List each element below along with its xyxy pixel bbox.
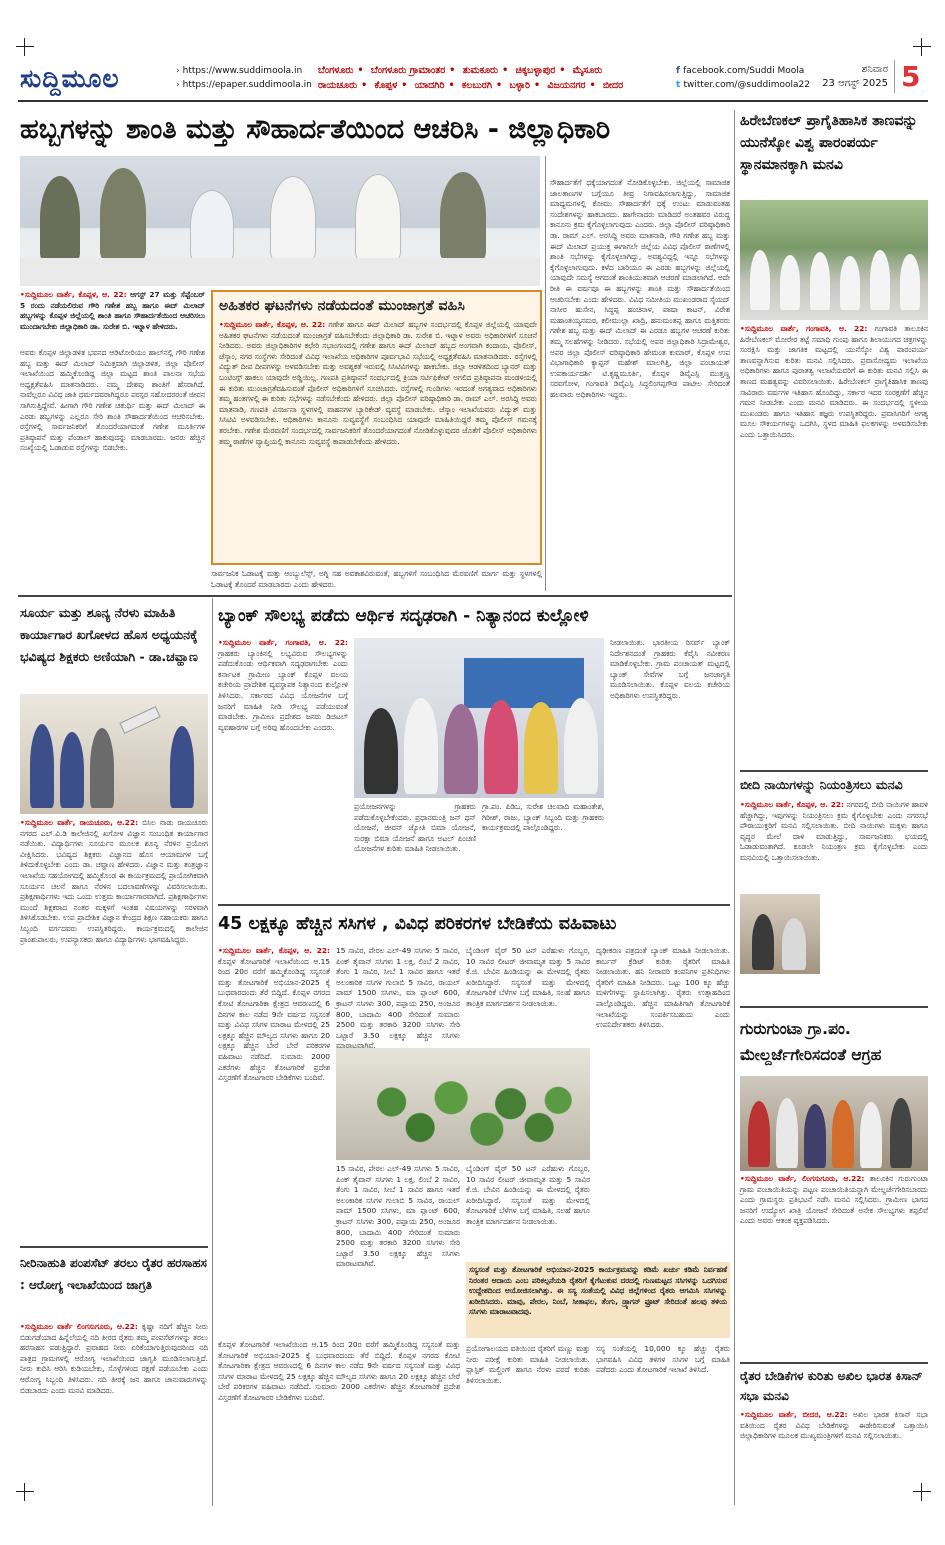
website-link[interactable]: › https://www.suddimoola.in [176,64,312,78]
side-top-byline: •ಸುದ್ದಿಮೂಲ ವಾರ್ತೆ, ಗಂಗಾವತಿ, ಆ. 22: [740,324,868,333]
side-top-headline: ಹಿರೇಬೆಣಕಲ್ ಪ್ರಾಗೈತಿಹಾಸಿಕ ತಾಣವನ್ನು ಯುನೆಸ್ಕೋ ವಿಶ್ವ ಪಾರಂಪರ್ಯ ಸ್ಥಾನಮಾನಕ್ಕಾಗಿ ಮನವಿ [740,113,918,173]
crop-mark [16,38,34,56]
side-bottom-headline: ಗುರುಗುಂಟಾ ಗ್ರಾ.ಪಂ. ಮೇಲ್ದರ್ಜೆಗೇರಿಸದಂತೆ ಆಗ್ರಹ [740,1020,882,1064]
newspaper-page [18,58,928,1506]
issue-day: ಶನಿವಾರ [861,64,888,75]
left-story-body [20,818,208,1243]
column-divider [212,598,213,1506]
city-list: ಬೆಂಗಳೂರು • ಬೆಂಗಳೂರು ಗ್ರಾಮಾಂತರ • ತುಮಕೂರು • ಚಿಕ್ಕಬಳ್ಳಾಪುರ • ಮೈಸೂರು ರಾಯಚೂರು • ಕೊಪ್ಪಳ • ಯಾದಗಿರಿ • ಕಲಬುರಗಿ • ಬಳ್ಳಾರಿ • ವಿಜಯನಗರ • ಬೀದರ [318,65,624,91]
bank-story-headline: ಬ್ಯಾಂಕ್ ಸೌಲಭ್ಯ ಪಡೆದು ಆರ್ಥಿಕ ಸದೃಢರಾಗಿ - ನಿತ್ಯಾನಂದ ಕುಲ್ಲೋಳಿ [218,606,589,626]
city-item: ಬೀದರ [602,80,624,91]
section-divider [740,770,928,772]
city-item: ಕೊಪ್ಪಳ [374,80,398,91]
side-top-body [740,324,928,766]
left-story-headline: ಸೂರ್ಯ ಮತ್ತು ಶೂನ್ಯ ನೆರಳು ಮಾಹಿತಿ ಕಾರ್ಯಾಗಾರ ಖಗೋಳದ ಹೊಸ ಅಧ್ಯಯನಕ್ಕೆ ಭವಿಷ್ಯದ ಶಿಕ್ಷಕರು ಅಣಿಯಾಗಿ - ಡಾ.ಚವ್ಹಾಣ [20,605,198,664]
city-item: ಯಾದಗಿರಿ [414,80,445,91]
lead-article-body: ಅವರು ಕೊಪ್ಪಳ ಜಿಲ್ಲಾಡಳಿತ ಭವನದ ಆಡಿಟೋರಿಯಂ ಹಾಲ್‌ನಲ್ಲಿ ಗೌರಿ ಗಣೇಶ ಹಬ್ಬ ಮತ್ತು ಈದ್ ಮಿಲಾದ್ ನಿಮಿತ್ತವಾಗಿ ಜಿಲ್ಲಾಡಳಿತ, ಜಿಲ್ಲಾ ಪೊಲೀಸ್ ಇಲಾಖೆಯಿಂದ ಹಮ್ಮಿಕೊಂಡಿದ್ದ ಜಿಲ್ಲಾ ಮಟ್ಟದ ಶಾಂತಿ ಪಾಲನಾ ಸಭೆಯ ಅಧ್ಯಕ್ಷತೆವಹಿಸಿ ಮಾತನಾಡಿದರು. ನಮ್ಮ ದೇಶವು ಶಾಂತಿಗೆ ಹೆಸರಾಗಿದೆ. ನಾವೆಲ್ಲರೂ ವಿವಿಧ ಜಾತಿ ಧರ್ಮದವರಾಗಿದ್ದರೂ ಪರಸ್ಪರ ಸಹೋದರರಂತೆ ಜೀವನ ಸಾಗಿಸುತ್ತಿದ್ದೇವೆ. ಹೀಗಾಗಿ ಗೌರಿ ಗಣೇಶ ಚತುರ್ಥಿ ಮತ್ತು ಈದ್ ಮಿಲಾದ್ ಈ ಎರಡು ಹಬ್ಬಗಳನ್ನು ಎಲ್ಲರೂ ಸೇರಿ ಶಾಂತಿ ಸೌಹಾರ್ದತೆಯಿಂದ ಆಚರಿಸಬೇಕು. ರಸ್ತೆಗಳಲ್ಲಿ ಸಾರ್ವಜನಿಕರಿಗೆ ತೊಂದರೆಯಾಗದಂತೆ ಗಣೇಶ ಮೂರ್ತಿಗಳ ಪ್ರತಿಷ್ಠಾಪನೆ ಮತ್ತು ಪೆಂಡಾಲ್ ಹಾಕುವುದನ್ನು ಮಾಡಬಾರದು. ಜನರು ಹೆಚ್ಚಿನ ಸಂಖ್ಯೆಯಲ್ಲಿ ಓಡಾಡುವ ರಸ್ತೆಗಳನ್ನು ಬಿಡಬೇಕು. [20,348,205,453]
epaper-link[interactable]: › https://epaper.suddimoola.in [176,78,312,92]
plant-story-col2b-text: 15 ಸಾವಿರ, ಪೇರಲ ಎಲ್-49 ಸಸಿಗಳು 5 ಸಾವಿರ, ಪಿಂಕ್ ತೈವಾನ್ ಸಸಿಗಳು 1 ಲಕ್ಷ, ಲಿಂಬೆ 2 ಸಾವಿರ, ತೆಂಗು 1 ಸಾವಿರ, ಸೀಬೆ 1 ಸಾವಿರ ಹಾಗೂ ಇತರೆ ಅಲಂಕಾರಿಕ ಸಸಿಗಳ ಗುಲಾಬಿ 5 ಸಾವಿರ, ರಾಯಲ್ ಪಾಮ್ 1500 ಸಸಿಗಳು, ಮಾ ಪ್ಲಾಂಟ್ 600, ಕ್ರಾಟನ್ ಸಸಿಗಳು 300, ಪಪ್ಪಾಯ 250, ಅಂಜೂರ 800, ಬಾದಾಮಿ 400 ಸೇರಿದಂತೆ ಸುಮಾರು 2500 ಮತ್ತು ತರಕಾರಿ 3200 ಸಸಿಗಳು ಸೇರಿ ಒಟ್ಟಾರೆ 3.50 ಲಕ್ಷಕ್ಕೂ ಹೆಚ್ಚಿನ ಸಸಿಗಳು ಮಾರಾಟವಾಗಿವೆ. [336,1164,460,1269]
bank-story-byline: •ಸುದ್ದಿಮೂಲ ವಾರ್ತೆ, ಗಂಗಾವತಿ, ಆ. 22: [218,638,348,647]
section-divider [740,1006,928,1008]
side-bottom-text: ತಾಲೂಕಿನ ಗುರುಗುಂಟಾ ಗ್ರಾಮ ಪಂಚಾಯಿತಿಯನ್ನು ಪಟ್ಟಣ ಪಂಚಾಯಿತಿಯನ್ನಾಗಿ ಮೇಲ್ದರ್ಜೆಗೇರಿಸಬಾರದು ಎಂದು ಗ್ರಾಮಸ್ಥರು ಪ್ರತಿಭಟನೆ ನಡೆಸಿ ಮನವಿ ಸಲ್ಲಿಸಿದರು. ಗ್ರಾಮೀಣ ಭಾಗದ ಜನರಿಗೆ ಉದ್ಯೋಗ ಖಾತ್ರಿ ಯೋಜನೆ ಸೇರಿದಂತೆ ಅನೇಕ ಸೌಲಭ್ಯಗಳು ತಪ್ಪಲಿವೆ ಎಂದು ಅವರು ಆತಂಕ ವ್ಯಕ್ತಪಡಿಸಿದರು. [740,1174,928,1226]
issue-date-text: 23 ಆಗಸ್ಟ್ 2025 [822,78,888,89]
lead-sidebar-tail: ಸಾರ್ವಜನಿಕ ಓಡಾಟಕ್ಕೆ ಮತ್ತು ಆಂಬ್ಯುಲೆನ್ಸ್, ಅಗ್ನಿ ಸಹ ಅವಕಾಶವಿರುವಂತೆ, ಹಬ್ಬಗಳಿಗೆ ಸಂಬಂಧಿಸಿದ ಮೆರವಣಿಗೆ ಮಾರ್ಗ ಮತ್ತು ಸ್ಥಳಗಳಲ್ಲಿ ಓಡಾಟಕ್ಕೆ ತೊಂದರೆ ಮಾಡಬಾರದು ಎಂದು ಹೇಳಿದರು. [211,569,542,589]
twitter-link[interactable]: twitter.com/@suddimoola22 [683,80,810,90]
bank-story-col3: ಗ್ರಾ.ಪಂ. ಪಿಡಿಒ, ಸುರೇಶ ಚಲವಾದಿ ಮಹಾಂತೇಶ, ಗಿರೀಶ್, ರಾಜು, ಬ್ಯಾಂಕ್ ಸಿಬ್ಬಂದಿ ಮತ್ತು ಗ್ರಾಹಕರು ಕಾರ್ಯಕ್ರಮದಲ್ಲಿ ಪಾಲ್ಗೊಂಡಿದ್ದರು. [482,802,604,833]
city-item: ತುಮಕೂರು [462,65,499,76]
lead-byline: •ಸುದ್ದಿಮೂಲ ವಾರ್ತೆ, ಕೊಪ್ಪಳ, ಆ. 22: [20,290,127,299]
left-bottom-byline: •ಸುದ್ದಿಮೂಲ ವಾರ್ತೆ ಲಿಂಗಸುಗೂರು, ಆ.22: [20,1322,138,1331]
side-top-text: ಗಂಗಾವತಿ ತಾಲೂಕಿನ ಹಿರೇಬೆಣಕಲ್ ಮೋರೇರ ತಟ್ಟೆ ಸಮಾಧಿ ಗುಂಪು ಹಾಗೂ ಶಿಲಾಯುಗದ ಚಿತ್ರಗಳನ್ನು ಸಂರಕ್ಷಿಸಿ ಮತ್ತು ಜಾಗತಿಕ ಮಟ್ಟದಲ್ಲಿ ಯುನೆಸ್ಕೋ ವಿಶ್ವ ಪಾರಂಪರ್ಯ ತಾಣವನ್ನಾಗಿಸುವ ಕುರಿತು ಮನವಿ ಸಲ್ಲಿಸಿದರು. ಪ್ರವಾಸೋದ್ಯಮ ಇಲಾಖೆಯ ಅಧಿಕಾರಿಗಳು ಹಾಗೂ ಪುರಾತತ್ವ ಇಲಾಖೆಯವರಿಗೆ ಈ ಕುರಿತು ಮನವಿ ಸಲ್ಲಿಸಿ ಈ ತಾಣದ ಮಹತ್ವವನ್ನು ವಿವರಿಸಲಾಯಿತು. ಹಿರೇಬೆಣಕಲ್ ಪ್ರಾಗೈತಿಹಾಸಿಕ ತಾಣವು ಸಾವಿರಾರು ವರ್ಷಗಳ ಇತಿಹಾಸ ಹೊಂದಿದ್ದು, ಸರ್ಕಾರ ಇದರ ಸಂರಕ್ಷಣೆಗೆ ಹೆಚ್ಚಿನ ಗಮನ ನೀಡಬೇಕು ಎಂದು ಮನವಿ ಮಾಡಿದರು. ಈ ಸಂದರ್ಭದಲ್ಲಿ ಸ್ಥಳೀಯ ಮುಖಂಡರು ಹಾಗೂ ಇತಿಹಾಸ ತಜ್ಞರು ಉಪಸ್ಥಿತರಿದ್ದರು. ಪ್ರವಾಸಿಗರಿಗೆ ಅಗತ್ಯ ಮೂಲ ಸೌಕರ್ಯಗಳನ್ನು ಒದಗಿಸಿ, ಸ್ಥಳದ ಮಾಹಿತಿ ಫಲಕಗಳನ್ನು ಅಳವಡಿಸಬೇಕು ಎಂದು ಒತ್ತಾಯಿಸಿದರು. [740,324,928,439]
city-item: ರಾಯಚೂರು [318,80,358,91]
facebook-icon: f [676,66,684,76]
crop-mark [913,38,931,56]
plant-story-highlight: ಸಸ್ಯಸಂತೆ ಮತ್ತು ತೋಟಗಾರಿಕೆ ಅಭಿಯಾನ-2025 ಕಾರ್ಯಕ್ರಮವನ್ನು ಕಡಿಮೆ ಖರ್ಚು ಕಡಿಮೆ ನಿರ್ವಹಣೆ ನಿರಂತರ ಆದಾಯ ಎಂಬ ಪರಿಕಲ್ಪನೆಯಡಿ ರೈತರಿಗೆ ಕೈಗೆಟುಕುವ ದರದಲ್ಲಿ ಗುಣಮಟ್ಟದ ಸಸಿಗಳನ್ನು ಒದಗಿಸುವ ಉದ್ದೇಶದಿಂದ ಆಯೋಜಿಸಲಾಗಿತ್ತು. ಈ ಸಸ್ಯ ಸಂತೆಯಲ್ಲಿ ವಿವಿಧ ಜಿಲ್ಲೆಗಳಿಂದ ರೈತರು ಆಗಮಿಸಿ ಸಸಿಗಳನ್ನು ಖರೀದಿಸಿದರು. ಮಾವು, ಪೇರಲ, ನಿಂಬೆ, ಸೀತಾಫಲ, ತೆಂಗು, ಡ್ರ್ಯಾಗನ್ ಫ್ರೂಟ್ ಸೇರಿದಂತೆ ಹಲವು ತಳಿಯ ಸಸಿಗಳು ಮಾರಾಟವಾದವು. [466,1262,730,1338]
lead-sidebar-headline: ಅಹಿತಕರ ಘಟನೆಗಳು ನಡೆಯದಂತೆ ಮುಂಜಾಗ್ರತೆ ವಹಿಸಿ [219,298,465,314]
column-divider [545,156,546,591]
side-last-body [740,1410,928,1506]
section-divider [20,1246,208,1248]
bank-story-photo [354,638,604,798]
lead-intro-text: ಆಗಸ್ಟ್ 27 ಮತ್ತು ಸೆಪ್ಟೆಂಬರ್ 5 ರಂದು ನಡೆಯಲಿರುವ ಗೌರಿ ಗಣೇಶ ಹಬ್ಬ ಹಾಗೂ ಈದ್ ಮಿಲಾದ್ ಹಬ್ಬಗಳನ್ನು ಕೊಪ್ಪಳ ಜಿಲ್ಲೆಯಲ್ಲಿ ಶಾಂತಿ ಹಾಗೂ ಸೌಹಾರ್ದತೆಯಿಂದ ಆಚರಿಸಲು ಮುಂದಾಗಬೇಕು ಜಿಲ್ಲಾಧಿಕಾರಿ ಡಾ. ಸುರೇಶ ಬಿ. ಇಟ್ನಾಳ ಹೇಳಿದರು. [20,290,205,331]
rail-divider [734,110,735,1505]
lead-sidebar-box [211,290,542,565]
city-item: ಬೆಂಗಳೂರು [318,65,354,76]
section-divider [218,904,730,906]
side-mid-photo [740,894,820,974]
left-story-photo [20,694,208,814]
bank-story-col4: ನೀಡಲಾಯಿತು. ಭಾರತೀಯ ರಿಸರ್ವ್ ಬ್ಯಾಂಕ್ ನಿರ್ದೇಶನದಂತೆ ಗ್ರಾಹಕರು ಕೆವೈಸಿ ನವೀಕರಣ ಮಾಡಿಕೊಳ್ಳಬೇಕು. ಗ್ರಾಮ ಪಂಚಾಯತ್ ಮಟ್ಟದಲ್ಲಿ ಬ್ಯಾಂಕ್ ಸೇವೆಗಳ ಬಗ್ಗೆ ಜನಜಾಗೃತಿ ಮೂಡಿಸಲಾಯಿತು. ಕೊಪ್ಪಳ ವಲಯ ಕಚೇರಿಯ ಅಧಿಕಾರಿಗಳು ಉಪಸ್ಥಿತರಿದ್ದರು. [610,638,730,700]
lead-article-continued: ಸೌಹಾರ್ದತೆಗೆ ಧಕ್ಕೆಯಾಗದಂತೆ ನೋಡಿಕೊಳ್ಳಬೇಕು. ಜಿಲ್ಲೆಯಲ್ಲಿ ಸಾಮಾಜಿಕ ಜಾಲತಾಣಗಳ ಬಗ್ಗೆಯೂ ತೀವ್ರ ನಿಗಾವಹಿಸಲಾಗುತ್ತಿದ್ದು, ಸಾಮಾಜಿಕ ಮಾಧ್ಯಮಗಳಲ್ಲಿ ಕೋಮು ಸೌಹಾರ್ದತೆಗೆ ಧಕ್ಕೆ ಉಂಟು ಮಾಡುವಂತಹ ಸಂದೇಶಗಳನ್ನು ಹಾಕಬಾರದು. ಹಾಗೇನಾದರು ಮಾಡಿದರೆ ಅಂತಹವರ ವಿರುದ್ಧ ಕಾನೂನು ಕ್ರಮ ಕೈಗೊಳ್ಳಲಾಗುವುದು ಎಂದರು. ಜಿಲ್ಲಾ ಪೊಲೀಸ್ ವರಿಷ್ಠಾಧಿಕಾರಿ ಡಾ. ರಾಮ್ ಎಲ್. ಅರಸಿದ್ದಿ ಅವರು ಮಾತನಾಡಿ, ಗೌರಿ ಗಣೇಶ ಹಬ್ಬ ಮತ್ತು ಈದ್ ಮಿಲಾದ್ ಪ್ರಯುಕ್ತ ಈಗಾಗಲೇ ಜಿಲ್ಲೆಯ ವಿವಿಧ ಪೊಲೀಸ್ ಠಾಣೆಗಳಲ್ಲಿ ಶಾಂತಿ ಸಭೆಗಳನ್ನು ಕೈಗೊಳ್ಳಲಾಗಿದ್ದು, ಅವಶ್ಯವಿದ್ದಲ್ಲಿ ಇನ್ನೂ ಸಭೆಗಳನ್ನು ಕೈಗೊಳ್ಳಲಾಗುವುದು. ಕಳೆದ ಬಾರಿಯೂ ಈ ಎರಡು ಹಬ್ಬಗಳನ್ನು ಜಿಲ್ಲೆಯಲ್ಲಿ ಯಾವುದೇ ಸಮಸ್ಯೆ ಆಗದಂತೆ ಶಾಂತಿಯುತವಾಗಿ ಆಚರಣೆ ಮಾಡಲಾಗಿದೆ. ಅದೇ ರೀತಿ ಈ ವರ್ಷವೂ ಈ ಹಬ್ಬಗಳನ್ನು ಶಾಂತಿ ಮತ್ತು ಸೌಹಾರ್ದತೆಯಿಂದ ಆಚರಿಸಬೇಕು ಎಂದು ಹೇಳಿದರು. ವಿವಿಧ ಸಮೀತಿಯ ಮುಖಂಡರಾದ ಸೈಯದ್ ನಾಸೀರ ಹುಸೇನ, ಸಿದ್ಧಪ್ಪ ಹಂಚಿನಾಳ, ಪಾಷಾ ಕಾಟನ್, ವಿರೇಶ ಮಹಾಂತಯ್ಯನಮಠ, ಕಲೀಮುಲ್ಲಾ ಖಾದ್ರಿ, ಹನುಮಂತಪ್ಪ ಹಾಗೂ ಮತ್ತಿತರರು ಗಣೇಶ ಹಬ್ಬ ಮತ್ತು ಈದ್ ಮಿಲಾದ್ ಈ ಎರಡೂ ಹಬ್ಬಗಳ ಆಚರಣೆ ಕುರಿತು ತಮ್ಮ ಸಲಹೆಗಳನ್ನು ನೀಡಿದರು. ಸಭೆಯಲ್ಲಿ ಅಪರ ಜಿಲ್ಲಾಧಿಕಾರಿ ಸಿದ್ರಾಮೇಶ್ವರ, ಅಪರ ಜಿಲ್ಲಾ ಪೊಲೀಸ್ ವರಿಷ್ಠಾಧಿಕಾರಿ ಹೇಮಂತ ಕುಮಾರ್, ಕೊಪ್ಪಳ ಉಪ ವಿಭಾಗಾಧಿಕಾರಿ ಕ್ಯಾಪ್ಟನ್ ಮಹೇಶ್ ಮಾಲಗಿತ್ತಿ, ಜಿಲ್ಲಾ ಪಂಚಾಯತ್ ಉಪಕಾರ್ಯದರ್ಶಿ ಟಿ.ಕೃಷ್ಣಮೂರ್ತಿ, ಕೊಪ್ಪಳ ಡಿವೈಎಸ್ಪಿ ಮುತ್ತಣ್ಣ ಸರವಗೋಳ, ಗಂಗಾವತಿ ಡಿವೈಎಸ್ಪಿ ಸಿದ್ಧಲಿಂಗಪ್ಪಗೌಡ ಪಾಟೀಲ ಸೇರಿದಂತೆ ಹಲವಾರು ಅಧಿಕಾರಿಗಳು ಇದ್ದರು. [550,178,730,399]
left-bottom-text: ಕೃಷ್ಣಾ ನದಿಗೆ ಹೆಚ್ಚಿನ ನೀರು ಬಿಡುಗಡೆಯಾದ ಹಿನ್ನೆಲೆಯಲ್ಲಿ ನದಿ ತೀರದ ರೈತರು ತಮ್ಮ ಪಂಪಸೆಟ್‌ಗಳನ್ನು ತರಲು ಹರಸಾಹಸ ಪಡುತ್ತಿದ್ದಾರೆ. ಪ್ರವಾಹದ ನೀರು ಏರಿಕೆಯಾಗುತ್ತಿರುವುದರಿಂದ ನದಿ ಪಾತ್ರದ ಗ್ರಾಮಗಳಲ್ಲಿ ಆರೋಗ್ಯ ಇಲಾಖೆಯಿಂದ ಜಾಗೃತಿ ಮೂಡಿಸಲಾಗುತ್ತಿದೆ. ನೀರು ಕುದಿಸಿ ಆರಿಸಿ ಕುಡಿಯಬೇಕು, ಸೊಳ್ಳೆಗಳಿಂದ ರಕ್ಷಣೆ ಪಡೆಯಬೇಕು ಎಂದು ಆರೋಗ್ಯ ಸಿಬ್ಬಂದಿ ತಿಳಿಸಿದರು. ನದಿ ತೀರಕ್ಕೆ ಜನ ಹಾಗೂ ಜಾನುವಾರುಗಳನ್ನು ಬಿಡಬಾರದು ಎಂದು ಮನವಿ ಮಾಡಿದರು. [20,1322,208,1395]
lead-sidebar-body [219,320,537,560]
lead-sidebar-byline: •ಸುದ್ದಿಮೂಲ ವಾರ್ತೆ, ಕೊಪ್ಪಳ, ಆ. 22: [219,320,326,329]
side-mid-byline: •ಸುದ್ದಿಮೂಲ ವಾರ್ತೆ, ಕೊಪ್ಪಳ, ಆ. 22: [740,800,845,809]
left-bottom-body [20,1322,208,1506]
side-bottom-byline: •ಸುದ್ದಿಮೂಲ ವಾರ್ತೆ, ಲಿಂಗಸುಗೂರು, ಆ.22: [740,1174,865,1183]
city-item: ಬೆಂಗಳೂರು ಗ್ರಾಮಾಂತರ [370,65,446,76]
plant-story-col5: ಪ್ರಯೋಗಾಲಯದ ವತಿಯಿಂದ ರೈತರಿಗೆ ಮಣ್ಣು ಮತ್ತು ನೀರು ಪರೀಕ್ಷೆ ಕುರಿತು ಮಾಹಿತಿ ನೀಡಲಾಯಿತು. ಪ್ಲಾಸ್ಟಿಕ್ ಮಲ್ಚಿಂಗ್ ಹಾಗೂ ನೆರಳು ಪರದೆ ಕುರಿತು ತಿಳಿಸಲಾಯಿತು. [466,1344,590,1385]
social-links [676,64,810,92]
side-mid-headline: ಬೀದಿ ನಾಯಿಗಳನ್ನು ನಿಯಂತ್ರಿಸಲು ಮನವಿ [740,777,903,792]
left-story-byline: •ಸುದ್ದಿಮೂಲ ವಾರ್ತೆ, ರಾಯಚೂರು, ಆ.22: [20,818,139,827]
issue-date [808,63,888,91]
plant-story-photo [336,1048,590,1160]
city-item: ಕಲಬುರಗಿ [461,80,493,91]
masthead-urls [176,64,312,92]
plant-story-col1-text: ಕೊಪ್ಪಳ ತೋಟಗಾರಿಕೆ ಇಲಾಖೆಯಿಂದ ಆ.15 ರಿಂದ 20ರ ವರೆಗೆ ಹಮ್ಮಿಕೊಂಡಿದ್ದ ಸಸ್ಯಸಂತೆ ಮತ್ತು ತೋಟಗಾರಿಕೆ ಅಭಿಯಾನ-2025 ಕ್ಕೆ ಬುಧವಾರದಂದು ತೆರೆ ಬಿದ್ದಿದೆ. ಕೊಪ್ಪಳ ನಗರದ ಕೋಟಿ ತೋಟಗಾರಿಕಾ ಕ್ಷೇತ್ರದ ಆವರಣದಲ್ಲಿ 6 ದಿನಗಳ ಕಾಲ ನಡೆದ 9ನೇ ವರ್ಷದ ಸಸ್ಯಸಂತೆ ಮತ್ತು ವಿವಿಧ ಸಸಿಗಳ ಮಾರಾಟ ಮೇಳದಲ್ಲಿ 25 ಲಕ್ಷಕ್ಕೂ ಹೆಚ್ಚಿನ ಮೌಲ್ಯದ ಸಸಿಗಳು ಹಾಗೂ 20 ಲಕ್ಷಕ್ಕೂ ಹೆಚ್ಚಿನ ಬೇರೆ ಬೇರೆ ಪರಿಕರಗಳ ವಹಿವಾಟು ನಡೆದಿದೆ. ಸುಮಾರು 2000 ಎಕರೆಗಳು ಹೆಚ್ಚಿನ ತೋಟಗಾರಿಕೆ ಪ್ರದೇಶ ವಿಸ್ತರಣೆಗೆ ತೋಟಗಾರರ ಬೇಡಿಕೆಗಳು ಬಂದಿವೆ. [218,956,330,1083]
left-bottom-headline: ನೀರಿನಾಹುತಿ ಪಂಪಸೆಟ್ ತರಲು ರೈತರ ಹರಸಾಹಸ : ಆರೋಗ್ಯ ಇಲಾಖೆಯಿಂದ ಜಾಗ್ರತಿ [20,1256,207,1292]
left-story-text: ಬಿಸಿಲ ನಾಡು ರಾಯಚೂರು ನಗರದ ಎಲ್.ವಿ.ಡಿ ಕಾಲೇಜಿನಲ್ಲಿ ಖಗೋಳ ವಿಜ್ಞಾನ ಸಂಬಂಧಿತ ಕಾರ್ಯಾಗಾರ ನಡೆಯಿತು. ವಿದ್ಯಾರ್ಥಿಗಳು ಸೂರ್ಯನ ಮೂಲಕ ಶೂನ್ಯ ನೆರಳಿನ ಪ್ರಯೋಗ ವೀಕ್ಷಿಸಿದರು. ಭವಿಷ್ಯದ ಶಿಕ್ಷಕರು ವಿಜ್ಞಾನದ ಹೊಸ ಆಯಾಮಗಳ ಬಗ್ಗೆ ತಿಳಿದುಕೊಳ್ಳಬೇಕು ಎಂದು ಡಾ. ಚವ್ಹಾಣ ಹೇಳಿದರು. ವಿಜ್ಞಾನ ಮತ್ತು ತಂತ್ರಜ್ಞಾನ ಇಲಾಖೆಯ ಸಹಯೋಗದಲ್ಲಿ ಹಮ್ಮಿಕೊಂಡ ಈ ಕಾರ್ಯಕ್ರಮದಲ್ಲಿ ಪ್ರಾಯೋಗಿಕವಾಗಿ ಸೂರ್ಯನ ಚಲನೆ ಹಾಗೂ ನೆರಳಿನ ಬದಲಾವಣೆಗಳನ್ನು ವಿವರಿಸಲಾಯಿತು. ಪ್ರಶಿಕ್ಷಣಾರ್ಥಿಗಳು ಇದು ಒಂದು ಉತ್ತಮ ಕಾರ್ಯಾಗಾರವಾಗಿದೆ. ಪ್ರಶಿಕ್ಷಣಾರ್ಥಿಗಳು ಮುಂದೆ ಶಿಕ್ಷಕರಾದ ನಂತರ ಮಕ್ಕಳಿಗೆ ಇಂತಹ ವಿಷಯಗಳನ್ನು ಸರಳವಾಗಿ ತಿಳಿಸಿಕೊಡಬೇಕು. ಉಪ ಪ್ರಾದೇಶಿಕ ವಿಜ್ಞಾನ ಕೇಂದ್ರದ ಶಿಕ್ಷಣ ಸಹಾಯಕರು ಹಾಗೂ ಸಿಬ್ಬಂದಿ ವರ್ಗದವರು ಉಪಸ್ಥಿತರಿದ್ದರು. ಕಾರ್ಯಕ್ರಮದಲ್ಲಿ ಕಾಲೇಜಿನ ಪ್ರಾಂಶುಪಾಲರು, ಉಪನ್ಯಾಸಕರು ಹಾಗೂ ವಿದ್ಯಾರ್ಥಿಗಳು ಭಾಗವಹಿಸಿದ್ದರು. [20,818,208,944]
bank-story-col1 [218,638,348,898]
plant-story-col3: ಬೈಂಡಿಂಗ್ ವೈರ್ 50 ಟನ್ ಎರೆಹುಳು ಗೊಬ್ಬರ, 10 ಸಾವಿರ ಲೀಟರ್ ಜೀವಾಮೃತ ಮತ್ತು 5 ಸಾವಿರ ಕೆ.ಜಿ. ಬೇವಿನ ಹಿಂಡಿಯನ್ನು ಈ ಮೇಳದಲ್ಲಿ ರೈತರು ಖರೀದಿಸಿದ್ದಾರೆ. ಸಸ್ಯಸಂತೆ ಮತ್ತು ಮೇಳದಲ್ಲಿ ತೋಟಗಾರಿಕೆ ಬೆಳೆಗಳ ಬಗ್ಗೆ ಮಾಹಿತಿ, ಸಲಹೆ ಹಾಗೂ ತಾಂತ್ರಿಕ ಮಾರ್ಗದರ್ಶನ ನೀಡಲಾಯಿತು. [466,946,590,1008]
facebook-link[interactable]: facebook.com/Suddi Moola [683,66,805,76]
city-item: ಬಳ್ಳಾರಿ [509,80,530,91]
plant-story-col2b [336,1164,460,1336]
city-item: ಮೈಸೂರು [572,65,603,76]
section-divider [18,595,732,597]
side-last-text: ಅಖಿಲ ಭಾರತ ಕಿಸಾನ್ ಸಭಾ ವತಿಯಿಂದ ರೈತರ ವಿವಿಧ ಬೇಡಿಕೆಗಳನ್ನು ಈಡೇರಿಸುವಂತೆ ಒತ್ತಾಯಿಸಿ ಜಿಲ್ಲಾಧಿಕಾರಿಗಳ ಮೂಲಕ ಮುಖ್ಯಮಂತ್ರಿಗಳಿಗೆ ಮನವಿ ಸಲ್ಲಿಸಲಾಯಿತು. [740,1410,928,1441]
newspaper-logo: ಸುದ್ದಿಮೂಲ [20,64,120,93]
plant-story-col6: ಸಸ್ಯ ಸಂತೆಯಲ್ಲಿ 10,000 ಕ್ಕೂ ಹೆಚ್ಚು ರೈತರು ಭಾಗವಹಿಸಿ ವಿವಿಧ ತಳಿಗಳ ಸಸಿಗಳ ಬಗ್ಗೆ ಮಾಹಿತಿ ಪಡೆದರು ಎಂದು ತೋಟಗಾರಿಕೆ ಇಲಾಖೆ ತಿಳಿಸಿದೆ. [596,1344,730,1375]
plant-story-byline: •ಸುದ್ದಿಮೂಲ ವಾರ್ತೆ, ಕೊಪ್ಪಳ, ಆ. 22: [218,946,330,955]
plant-story-col1b [218,1340,460,1506]
lead-photo [20,156,540,286]
side-mid-text: ನಗರದಲ್ಲಿ ಬೀದಿ ನಾಯಿಗಳ ಹಾವಳಿ ಹೆಚ್ಚಾಗಿದ್ದು, ಇವುಗಳನ್ನು ನಿಯಂತ್ರಿಸಲು ಕ್ರಮ ಕೈಗೊಳ್ಳಬೇಕು ಎಂದು ನಗರಸಭೆ ಪೌರಾಯುಕ್ತರಿಗೆ ಮನವಿ ಸಲ್ಲಿಸಲಾಯಿತು. ಬೀದಿ ನಾಯಿಗಳು ಮಕ್ಕಳು ಹಾಗೂ ವೃದ್ಧರ ಮೇಲೆ ದಾಳಿ ಮಾಡುತ್ತಿದ್ದು, ಸಾರ್ವಜನಿಕರು ಭಯದಲ್ಲಿ ಓಡಾಡುವಂತಾಗಿದೆ. ಕೂಡಲೇ ನಿಯಂತ್ರಣ ಕ್ರಮ ಕೈಗೊಳ್ಳಬೇಕು ಎಂದು ಮನವಿಯಲ್ಲಿ ಒತ್ತಾಯಿಸಲಾಯಿತು. [740,800,928,862]
plant-story-col1b-text: ಕೊಪ್ಪಳ ತೋಟಗಾರಿಕೆ ಇಲಾಖೆಯಿಂದ ಆ.15 ರಿಂದ 20ರ ವರೆಗೆ ಹಮ್ಮಿಕೊಂಡಿದ್ದ ಸಸ್ಯಸಂತೆ ಮತ್ತು ತೋಟಗಾರಿಕೆ ಅಭಿಯಾನ-2025 ಕ್ಕೆ ಬುಧವಾರದಂದು ತೆರೆ ಬಿದ್ದಿದೆ. ಕೊಪ್ಪಳ ನಗರದ ಕೋಟಿ ತೋಟಗಾರಿಕಾ ಕ್ಷೇತ್ರದ ಆವರಣದಲ್ಲಿ 6 ದಿನಗಳ ಕಾಲ ನಡೆದ 9ನೇ ವರ್ಷದ ಸಸ್ಯಸಂತೆ ಮತ್ತು ವಿವಿಧ ಸಸಿಗಳ ಮಾರಾಟ ಮೇಳದಲ್ಲಿ 25 ಲಕ್ಷಕ್ಕೂ ಹೆಚ್ಚಿನ ಮೌಲ್ಯದ ಸಸಿಗಳು ಹಾಗೂ 20 ಲಕ್ಷಕ್ಕೂ ಹೆಚ್ಚಿನ ಬೇರೆ ಬೇರೆ ಪರಿಕರಗಳ ವಹಿವಾಟು ನಡೆದಿದೆ. ಸುಮಾರು 2000 ಎಕರೆಗಳು ಹೆಚ್ಚಿನ ತೋಟಗಾರಿಕೆ ಪ್ರದೇಶ ವಿಸ್ತರಣೆಗೆ ತೋಟಗಾರರ ಬೇಡಿಕೆಗಳು ಬಂದಿವೆ. [218,1340,460,1402]
masthead [18,58,928,102]
bank-story-col1-text: ಗ್ರಾಹಕರು ಬ್ಯಾಂಕಿನಲ್ಲಿ ಲಭ್ಯವಿರುವ ಸೌಲಭ್ಯಗಳನ್ನು ಪಡೆದುಕೊಂಡು ಆರ್ಥಿಕವಾಗಿ ಸದೃಢರಾಗಬೇಕು ಎಂದು ಕರ್ನಾಟಕ ಗ್ರಾಮೀಣ ಬ್ಯಾಂಕ್ ಕೊಪ್ಪಳ ವಲಯ ಕಚೇರಿಯ ಪ್ರಾದೇಶಿಕ ವ್ಯವಸ್ಥಾಪಕ ನಿತ್ಯಾನಂದ ಕುಲ್ಲೋಳಿ ತಿಳಿಸಿದರು. ಸರ್ಕಾರದ ವಿವಿಧ ಯೋಜನೆಗಳ ಬಗ್ಗೆ ಜನರಿಗೆ ಮಾಹಿತಿ ನೀಡಿ ಸೌಲಭ್ಯ ಪಡೆಯುವಂತೆ ಮಾಡಬೇಕು. ಗ್ರಾಮೀಣ ಪ್ರದೇಶದ ಜನರು ಡಿಜಿಟಲ್ ವ್ಯವಹಾರಗಳ ಬಗ್ಗೆ ಅರಿವು ಹೊಂದಬೇಕು ಎಂದರು. [218,648,348,732]
bank-story-col2: ಪ್ರಯೋಜನಗಳನ್ನು ಗ್ರಾಹಕರು ಪಡೆದುಕೊಳ್ಳಬೇಕೆಂದರು. ಪ್ರಧಾನಮಂತ್ರಿ ಜನ್ ಧನ್ ಯೋಜನೆ, ಜೀವನ್ ಜ್ಯೋತಿ ಬಿಮಾ ಯೋಜನೆ, ಸುರಕ್ಷಾ ಬಿಮಾ ಯೋಜನೆ ಹಾಗೂ ಅಟಲ್ ಪಿಂಚಣಿ ಯೋಜನೆಗಳ ಕುರಿತು ಮಾಹಿತಿ ನೀಡಲಾಯಿತು. [354,802,476,854]
city-item: ವಿಜಯನಗರ [547,80,586,91]
side-mid-body [740,800,928,894]
section-divider [740,1362,928,1364]
page-number: 5 [894,60,920,93]
side-bottom-photo [740,1076,928,1171]
side-top-photo [740,200,928,320]
lead-article-intro [20,290,205,344]
lead-sidebar-text: ಗಣೇಶ ಹಾಗೂ ಈದ್ ಮಿಲಾದ್ ಹಬ್ಬಗಳ ಸಂದರ್ಭದಲ್ಲಿ ಕೊಪ್ಪಳ ಜಿಲ್ಲೆಯಲ್ಲಿ ಯಾವುದೇ ಅಹಿತಕರ ಘಟನೆಗಳು ನಡೆಯದಂತೆ ಮುಂಜಾಗ್ರತೆ ವಹಿಸಬೇಕೆಂದು ಜಿಲ್ಲಾಧಿಕಾರಿ ಡಾ. ಸುರೇಶ ಬಿ. ಇಟ್ನಾಳ ಅವರು ಅಧಿಕಾರಿಗಳಿಗೆ ಸೂಚನೆ ನೀಡಿದರು. ಅವರು ಜಿಲ್ಲಾಧಿಕಾರಿಗಳ ಕಛೇರಿ ಸಭಾಂಗಣದಲ್ಲಿ ಗಣೇಶ ಹಾಗೂ ಈದ್ ಮಿಲಾದ್ ಹಬ್ಬದ ಅಂಗವಾಗಿ ಕಂದಾಯ, ಪೊಲೀಸ್, ಜೆಸ್ಕಾಂ, ನಗರ ಸಂಸ್ಥೆಗಳು ಸೇರಿದಂತೆ ವಿವಿಧ ಇಲಾಖೆಯ ಅಧಿಕಾರಿಗಳ ಪೂರ್ವಭಾವಿ ಸಭೆಯಲ್ಲಿ ಅಧ್ಯಕ್ಷತೆವಹಿಸಿ ಮಾತನಾಡಿದರು. ರಸ್ತೆಗಳಲ್ಲಿ ವಿದ್ಯುತ್ ದೀಪ ದೀಪಗಳನ್ನು ಅಳವಡಿಸಬೇಕು ಮತ್ತು ಅವಶ್ಯಕತೆ ಇರುವಲ್ಲಿ ಸಿಸಿಟಿವಿಗಳನ್ನು ಹಾಕಬೇಕು. ಜಿಲ್ಲಾ ಆಡಳಿತದಿಂದ ಬ್ಯಾನರ್ ಮತ್ತು ಬಂಟಿಂಗ್ಸ್ ಹಾಕಲು ಯಾವುದೇ ಅಡ್ಡಿಯಿಲ್ಲ. ಗಣಪತಿ ಪ್ರತಿಷ್ಠಾಪನೆ ಸಂದರ್ಭದಲ್ಲಿ ಕ್ರಿಯಾ ಸರ್ಟಿಫಿಕೇಟ್ ಅಗಲಿದ ಪ್ರತಿಷ್ಠಾಪನಾ ಮಂಡಳಿಯಲ್ಲಿ ಈ ಕುರಿತು ಮುಂಜಾಗ್ರತೆವಹಿಸುವಂತೆ ಪೊಲೀಸ್ ಅಧಿಕಾರಿಗಳಿಗೆ ಸೂಚಿಸಿದರು. ರಸ್ತೆಗಳಲ್ಲಿ ಗುಂಡಿಗಳು ಇರದಂತೆ ಅಗತ್ಯವಾದ ಅಧಿಕಾರಿಗಳು ತಮ್ಮ ಹಂತಗಳಲ್ಲಿ ಈ ಕುರಿತು ಸಭೆಗಳನ್ನು ನಡೆಸಬೇಕೆಂದು ಹೇಳಿದರು. ಜಿಲ್ಲಾ ಪೊಲೀಸ್ ವರಿಷ್ಠಾಧಿಕಾರಿ ಡಾ. ರಾಮ್ ಎಲ್. ಅರಸಿದ್ದಿ ಅವರು ಮಾತನಾಡಿ, ಗಣಪತಿ ವಿಸರ್ಜನಾ ಸ್ಥಳಗಳಲ್ಲಿ ವಾಹನಗಳ ಬ್ಯಾರಿಕೇಡ್ ವ್ಯವಸ್ಥೆ ಮಾಡಬೇಕು. ಜೆಸ್ಕಾಂ ಇಲಾಖೆಯವರು ವಿದ್ಯುತ್ ಮತ್ತು ಸಿಸಿಟಿವಿ ಅಳವಡಿಸಬೇಕು. ಅಧಿಕಾರಿಗಳು ಕಾನೂನು ಸುವ್ಯವಸ್ಥೆಗೆ ಸಂಬಂಧಿಸಿದ ಯಾವುದೇ ಮಾಹಿತಿಯಿದ್ದರೆ ತಮ್ಮ ಪೊಲೀಸ್ ಗಮನಕ್ಕೆ ತರಬೇಕು. ಗಣೇಶ ಮೆರವಣಿಗೆ ಸಂದರ್ಭದಲ್ಲಿ ಸಾರ್ವಜನಿಕರಿಗೆ ತೊಂದರೆಯಾಗದಂತೆ ನೋಡಿಕೊಳ್ಳುವುದರ ಜೊತೆಗೆ ಪೊಲೀಸ್ ಅಧಿಕಾರಿಗಳು ತಮ್ಮ ಠಾಣೆಗಳ ವ್ಯಾಪ್ತಿಯಲ್ಲಿ ಕಾನೂನು ಸುವ್ಯವಸ್ಥೆ ಕಾಪಾಡಬೇಕೆಂದು ಹೇಳಿದರು. [219,320,537,446]
plant-story-col4: ದೃಢೀಕರಣ ಪತ್ರದಂತೆ ಬ್ಯಾಂಕ್ ಮಾಹಿತಿ ನೀಡಲಾಯಿತು. ಕಾರ್ಬನ್ ಕ್ರೆಡಿಟ್ ಕುರಿತು ರೈತರಿಗೆ ಮಾಹಿತಿ ನೀಡಲಾಯಿತು. ಹನಿ ನೀರಾವರಿ ಕಂಪನಿಗಳ ಪ್ರತಿನಿಧಿಗಳು ರೈತರಿಗೆ ಮಾಹಿತಿ ನೀಡಿದರು. ಒಟ್ಟು 100 ಕ್ಕೂ ಹೆಚ್ಚು ಮಳಿಗೆಗಳನ್ನು ಸ್ಥಾಪಿಸಲಾಗಿತ್ತು. ರೈತರು ಉತ್ಸಾಹದಿಂದ ಪಾಲ್ಗೊಂಡಿದ್ದರು. ಹೆಚ್ಚಿನ ಮಾಹಿತಿಗಾಗಿ ತೋಟಗಾರಿಕೆ ಇಲಾಖೆಯನ್ನು ಸಂಪರ್ಕಿಸಬಹುದು ಎಂದು ಉಪನಿರ್ದೇಶಕರು ತಿಳಿಸಿದರು. [596,946,730,1030]
side-bottom-body [740,1174,928,1360]
plant-story-col1 [218,946,330,1336]
twitter-icon: t [676,80,684,90]
side-last-byline: •ಸುದ್ದಿಮೂಲ ವಾರ್ತೆ, ಬೀದರ, ಆ.22: [740,1410,848,1419]
plant-story-col2: 15 ಸಾವಿರ, ಪೇರಲ ಎಲ್-49 ಸಸಿಗಳು 5 ಸಾವಿರ, ಪಿಂಕ್ ತೈವಾನ್ ಸಸಿಗಳು 1 ಲಕ್ಷ, ಲಿಂಬೆ 2 ಸಾವಿರ, ತೆಂಗು 1 ಸಾವಿರ, ಸೀಬೆ 1 ಸಾವಿರ ಹಾಗೂ ಇತರೆ ಅಲಂಕಾರಿಕ ಸಸಿಗಳ ಗುಲಾಬಿ 5 ಸಾವಿರ, ರಾಯಲ್ ಪಾಮ್ 1500 ಸಸಿಗಳು, ಮಾ ಪ್ಲಾಂಟ್ 600, ಕ್ರಾಟನ್ ಸಸಿಗಳು 300, ಪಪ್ಪಾಯ 250, ಅಂಜೂರ 800, ಬಾದಾಮಿ 400 ಸೇರಿದಂತೆ ಸುಮಾರು 2500 ಮತ್ತು ತರಕಾರಿ 3200 ಸಸಿಗಳು ಸೇರಿ ಒಟ್ಟಾರೆ 3.50 ಲಕ್ಷಕ್ಕೂ ಹೆಚ್ಚಿನ ಸಸಿಗಳು ಮಾರಾಟವಾಗಿವೆ. [336,946,460,1051]
plant-story-headline: 45 ಲಕ್ಷಕ್ಕೂ ಹೆಚ್ಚಿನ ಸಸಿಗಳ , ವಿವಿಧ ಪರಿಕರಗಳ ಬೇಡಿಕೆಯ ವಹಿವಾಟು [218,914,617,934]
side-last-headline: ರೈತರ ಬೇಡಿಕೆಗಳ ಕುರಿತು ಅಖಿಲ ಭಾರತ ಕಿಸಾನ್ ಸಭಾ ಮನವಿ [740,1369,923,1403]
lead-headline: ಹಬ್ಬಗಳನ್ನು ಶಾಂತಿ ಮತ್ತು ಸೌಹಾರ್ದತೆಯಿಂದ ಆಚರಿಸಿ - ಜಿಲ್ಲಾಧಿಕಾರಿ [20,114,611,145]
plant-story-col3b-text: ಬೈಂಡಿಂಗ್ ವೈರ್ 50 ಟನ್ ಎರೆಹುಳು ಗೊಬ್ಬರ, 10 ಸಾವಿರ ಲೀಟರ್ ಜೀವಾಮೃತ ಮತ್ತು 5 ಸಾವಿರ ಕೆ.ಜಿ. ಬೇವಿನ ಹಿಂಡಿಯನ್ನು ಈ ಮೇಳದಲ್ಲಿ ರೈತರು ಖರೀದಿಸಿದ್ದಾರೆ. ಸಸ್ಯಸಂತೆ ಮತ್ತು ಮೇಳದಲ್ಲಿ ತೋಟಗಾರಿಕೆ ಬೆಳೆಗಳ ಬಗ್ಗೆ ಮಾಹಿತಿ, ಸಲಹೆ ಹಾಗೂ ತಾಂತ್ರಿಕ ಮಾರ್ಗದರ್ಶನ ನೀಡಲಾಯಿತು. [466,1164,590,1226]
city-item: ಚಿಕ್ಕಬಳ್ಳಾಪುರ [515,65,556,76]
